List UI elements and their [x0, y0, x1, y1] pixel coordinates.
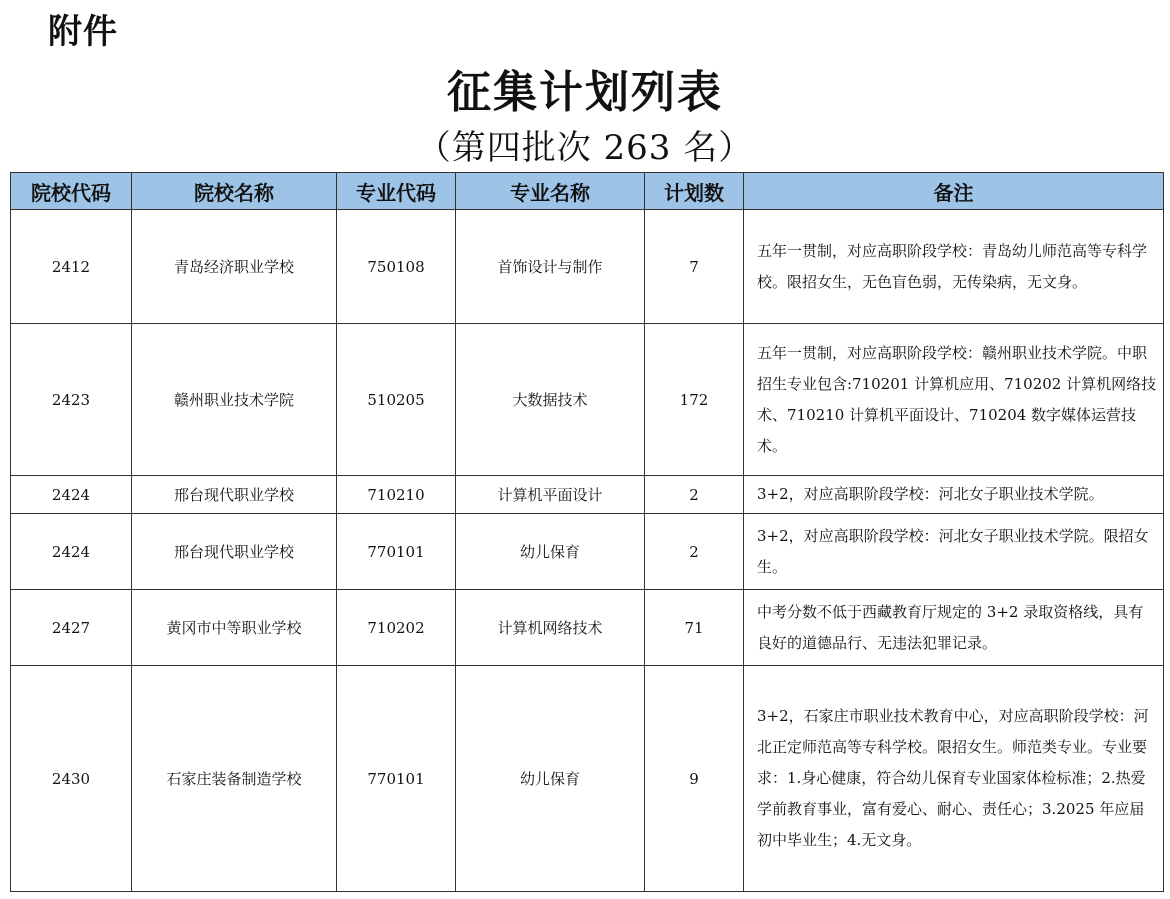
plan-count-cell: 9: [645, 666, 744, 892]
column-header-plan-count: 计划数: [645, 173, 744, 210]
major-code-cell: 770101: [337, 514, 456, 590]
school-code-cell: 2424: [11, 514, 132, 590]
school-code-cell: 2430: [11, 666, 132, 892]
table-row: [11, 476, 1164, 514]
school-name-cell: 黄冈市中等职业学校: [132, 590, 337, 666]
major-code-cell: 710210: [337, 476, 456, 514]
school-name-cell: 邢台现代职业学校: [132, 476, 337, 514]
plan-count-cell: 2: [645, 514, 744, 590]
plan-count-cell: 71: [645, 590, 744, 666]
school-name-cell: 赣州职业技术学院: [132, 324, 337, 476]
plan-count-cell: 7: [645, 210, 744, 324]
remarks-cell: 中考分数不低于西藏教育厅规定的 3+2 录取资格线，具有良好的道德品行、无违法犯罪记录。: [744, 590, 1164, 666]
major-name-cell: 计算机网络技术: [456, 590, 645, 666]
page-subtitle: （第四批次 263 名）: [416, 128, 754, 168]
major-name-cell: 计算机平面设计: [456, 476, 645, 514]
remarks-cell: 3+2，石家庄市职业技术教育中心，对应高职阶段学校：河北正定师范高等专科学校。限招女生。师范类专业。专业要求：1.身心健康，符合幼儿保育专业国家体检标准；2.热爱学前教育事业，富有爱心、耐心、责任心；3.2025 年应届初中毕业生；4.无文身。: [744, 666, 1164, 892]
table-row: [11, 590, 1164, 666]
school-code-cell: 2424: [11, 476, 132, 514]
school-name-cell: 邢台现代职业学校: [132, 514, 337, 590]
school-name-cell: 石家庄装备制造学校: [132, 666, 337, 892]
major-code-cell: 710202: [337, 590, 456, 666]
table-header-row: [11, 173, 1164, 210]
page-title: 征集计划列表: [447, 67, 723, 118]
column-header-major-name: 专业名称: [456, 173, 645, 210]
school-code-cell: 2427: [11, 590, 132, 666]
school-name-cell: 青岛经济职业学校: [132, 210, 337, 324]
plan-count-cell: 2: [645, 476, 744, 514]
column-header-remarks: 备注: [744, 173, 1164, 210]
recruitment-plan-table: [10, 172, 1164, 892]
column-header-major-code: 专业代码: [337, 173, 456, 210]
major-name-cell: 幼儿保育: [456, 666, 645, 892]
plan-count-cell: 172: [645, 324, 744, 476]
remarks-cell: 五年一贯制，对应高职阶段学校：赣州职业技术学院。中职招生专业包含:710201 计算机应用、710202 计算机网络技术、710210 计算机平面设计、710204 数字媒体运营技术。: [744, 324, 1164, 476]
column-header-school-code: 院校代码: [11, 173, 132, 210]
table-row: [11, 324, 1164, 476]
major-name-cell: 大数据技术: [456, 324, 645, 476]
major-code-cell: 510205: [337, 324, 456, 476]
attachment-label: 附件: [48, 12, 118, 52]
column-header-school-name: 院校名称: [132, 173, 337, 210]
remarks-cell: 3+2，对应高职阶段学校：河北女子职业技术学院。: [744, 476, 1164, 514]
table-row: [11, 666, 1164, 892]
table-row: [11, 210, 1164, 324]
school-code-cell: 2423: [11, 324, 132, 476]
school-code-cell: 2412: [11, 210, 132, 324]
remarks-cell: 3+2，对应高职阶段学校：河北女子职业技术学院。限招女生。: [744, 514, 1164, 590]
remarks-cell: 五年一贯制，对应高职阶段学校：青岛幼儿师范高等专科学校。限招女生，无色盲色弱，无传染病，无文身。: [744, 210, 1164, 324]
table-row: [11, 514, 1164, 590]
major-code-cell: 770101: [337, 666, 456, 892]
major-code-cell: 750108: [337, 210, 456, 324]
major-name-cell: 幼儿保育: [456, 514, 645, 590]
major-name-cell: 首饰设计与制作: [456, 210, 645, 324]
